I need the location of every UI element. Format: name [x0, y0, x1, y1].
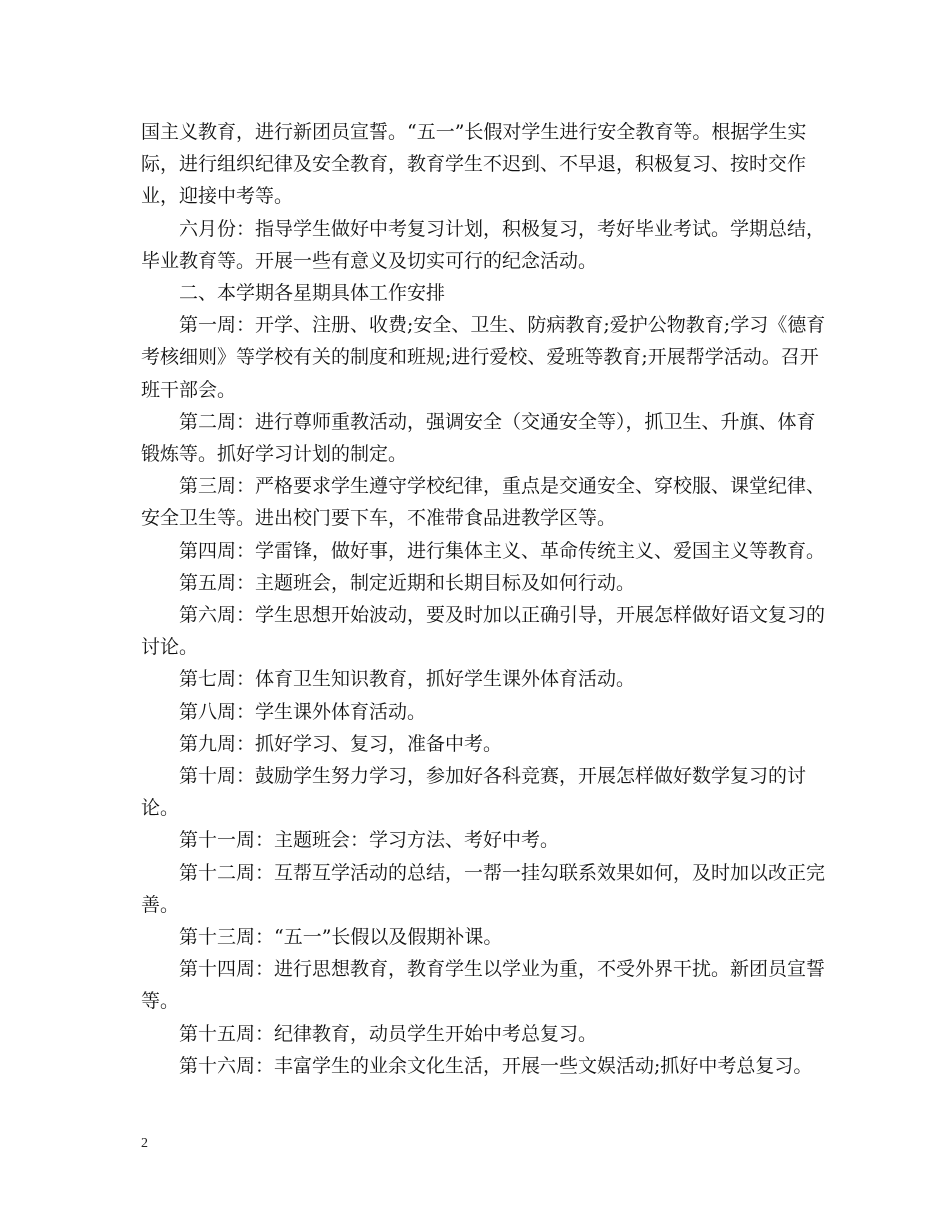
paragraph-week-10: 第十周：鼓励学生努力学习，参加好各科竞赛，开展怎样做好数学复习的讨论。 [141, 765, 807, 820]
paragraph-week-9: 第九周：抓好学习、复习，准备中考。 [179, 732, 503, 755]
paragraph-week-15: 第十五周：纪律教育，动员学生开始中考总复习。 [179, 1022, 598, 1045]
paragraph-week-14: 第十四周：进行思想教育，教育学生以学业为重，不受外界干扰。新团员宣誓等。 [141, 958, 826, 1013]
paragraph-may-continued: 国主义教育，进行新团员宣誓。“五一”长假对学生进行安全教育等。根据学生实际，进行组织纪律及安全教育，教育学生不迟到、不早退，积极复习、按时交作业，迎接中考等。 [141, 121, 807, 208]
paragraph-week-12: 第十二周：互帮互学活动的总结，一帮一挂勾联系效果如何，及时加以改正完善。 [141, 861, 826, 916]
page-number: 2 [141, 1136, 148, 1151]
paragraph-week-5: 第五周：主题班会，制定近期和长期目标及如何行动。 [179, 571, 636, 594]
paragraph-week-16: 第十六周：丰富学生的业余文化生活，开展一些文娱活动;抓好中考总复习。 [179, 1054, 813, 1077]
section-heading-weekly-plan: 二、本学期各星期具体工作安排 [179, 282, 446, 305]
paragraph-week-13: 第十三周：“五一”长假以及假期补课。 [179, 926, 503, 949]
paragraph-week-11: 第十一周：主题班会：学习方法、考好中考。 [179, 829, 560, 852]
paragraph-week-2: 第二周：进行尊师重教活动，强调安全（交通安全等），抓卫生、升旗、体育锻炼等。抓好学习计划的制定。 [141, 410, 816, 466]
document-body [141, 116, 831, 1082]
paragraph-week-7: 第七周：体育卫生知识教育，抓好学生课外体育活动。 [179, 668, 636, 691]
paragraph-week-3: 第三周：严格要求学生遵守学校纪律，重点是交通安全、穿校服、课堂纪律、安全卫生等。进出校门要下车，不准带食品进教学区等。 [141, 475, 826, 530]
paragraph-week-4: 第四周：学雷锋，做好事，进行集体主义、革命传统主义、爱国主义等教育。 [179, 539, 826, 562]
paragraph-week-6: 第六周：学生思想开始波动，要及时加以正确引导，开展怎样做好语文复习的讨论。 [141, 604, 826, 659]
paragraph-week-1: 第一周：开学、注册、收费;安全、卫生、防病教育;爱护公物教育;学习《德育考核细则》等学校有关的制度和班规;进行爱校、爱班等教育;开展帮学活动。召开班干部会。 [141, 314, 826, 401]
paragraph-week-8: 第八周：学生课外体育活动。 [179, 700, 427, 723]
paragraph-june: 六月份：指导学生做好中考复习计划，积极复习，考好毕业考试。学期总结，毕业教育等。开展一些有意义及切实可行的纪念活动。 [141, 217, 826, 272]
